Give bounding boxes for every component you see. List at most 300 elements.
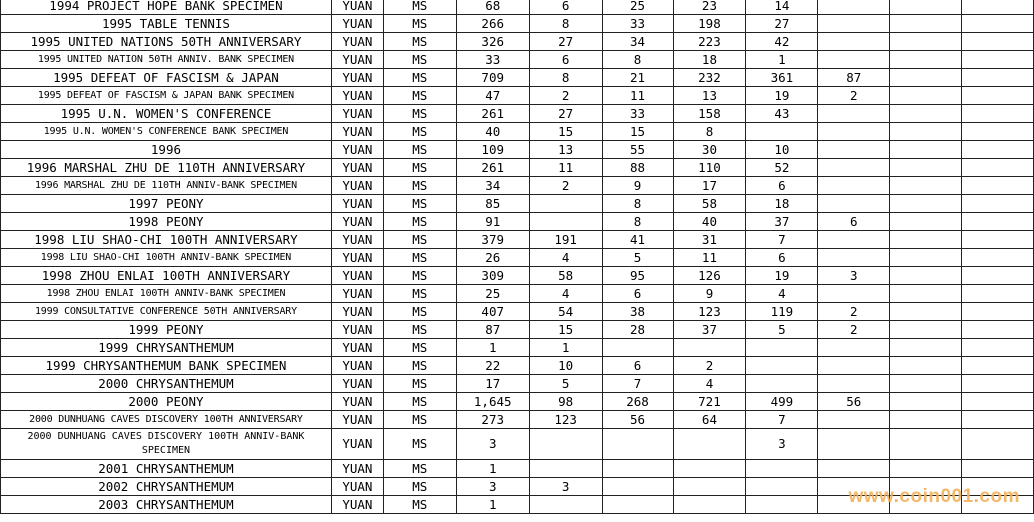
cell-empty[interactable]	[962, 15, 1034, 33]
cell-col-4[interactable]	[746, 460, 818, 478]
cell-unit[interactable]: YUAN	[331, 123, 383, 141]
cell-grade[interactable]: MS	[383, 177, 456, 195]
cell-unit[interactable]: YUAN	[331, 496, 383, 514]
cell-total[interactable]: 379	[456, 231, 529, 249]
cell-grade[interactable]: MS	[383, 339, 456, 357]
cell-total[interactable]: 407	[456, 303, 529, 321]
cell-col-5[interactable]	[818, 339, 890, 357]
cell-name[interactable]: 1999 CHRYSANTHEMUM BANK SPECIMEN	[1, 357, 332, 375]
cell-col-3[interactable]	[673, 460, 746, 478]
cell-col-6[interactable]	[890, 267, 962, 285]
cell-grade[interactable]: MS	[383, 303, 456, 321]
cell-name[interactable]: 1995 TABLE TENNIS	[1, 15, 332, 33]
cell-col-2[interactable]: 268	[602, 393, 673, 411]
cell-col-2[interactable]: 21	[602, 69, 673, 87]
cell-col-2[interactable]: 33	[602, 15, 673, 33]
cell-col-2[interactable]: 15	[602, 123, 673, 141]
cell-col-3[interactable]: 64	[673, 411, 746, 429]
cell-col-5[interactable]	[818, 429, 890, 460]
cell-col-3[interactable]: 18	[673, 51, 746, 69]
cell-col-6[interactable]	[890, 159, 962, 177]
cell-total[interactable]: 709	[456, 69, 529, 87]
cell-col-6[interactable]	[890, 141, 962, 159]
cell-col-5[interactable]: 3	[818, 267, 890, 285]
cell-grade[interactable]: MS	[383, 478, 456, 496]
cell-col-3[interactable]: 721	[673, 393, 746, 411]
cell-col-6[interactable]	[890, 87, 962, 105]
cell-name[interactable]: 2003 CHRYSANTHEMUM	[1, 496, 332, 514]
cell-unit[interactable]: YUAN	[331, 460, 383, 478]
cell-total[interactable]: 85	[456, 195, 529, 213]
cell-total[interactable]: 25	[456, 285, 529, 303]
cell-empty[interactable]	[962, 375, 1034, 393]
cell-unit[interactable]: YUAN	[331, 375, 383, 393]
cell-name[interactable]: 1995 U.N. WOMEN'S CONFERENCE BANK SPECIMEN	[1, 123, 332, 141]
cell-col-3[interactable]: 11	[673, 249, 746, 267]
cell-col-6[interactable]	[890, 357, 962, 375]
cell-col-1[interactable]: 54	[529, 303, 602, 321]
cell-col-4[interactable]	[746, 375, 818, 393]
cell-col-3[interactable]: 198	[673, 15, 746, 33]
cell-col-5[interactable]: 2	[818, 303, 890, 321]
cell-empty[interactable]	[962, 285, 1034, 303]
cell-col-4[interactable]: 14	[746, 0, 818, 15]
cell-col-1[interactable]: 10	[529, 357, 602, 375]
cell-col-4[interactable]	[746, 339, 818, 357]
cell-total[interactable]: 326	[456, 33, 529, 51]
cell-name[interactable]: 2001 CHRYSANTHEMUM	[1, 460, 332, 478]
cell-col-2[interactable]: 8	[602, 195, 673, 213]
cell-name[interactable]: 2000 DUNHUANG CAVES DISCOVERY 100TH ANNIVERSARY	[1, 411, 332, 429]
cell-col-1[interactable]: 1	[529, 339, 602, 357]
cell-col-2[interactable]: 33	[602, 105, 673, 123]
cell-empty[interactable]	[962, 177, 1034, 195]
cell-col-2[interactable]: 7	[602, 375, 673, 393]
cell-col-1[interactable]	[529, 429, 602, 460]
cell-empty[interactable]	[962, 69, 1034, 87]
cell-col-6[interactable]	[890, 231, 962, 249]
cell-col-4[interactable]: 19	[746, 87, 818, 105]
cell-empty[interactable]	[962, 231, 1034, 249]
cell-grade[interactable]: MS	[383, 33, 456, 51]
cell-grade[interactable]: MS	[383, 105, 456, 123]
cell-col-2[interactable]	[602, 496, 673, 514]
cell-col-4[interactable]: 119	[746, 303, 818, 321]
cell-col-5[interactable]: 56	[818, 393, 890, 411]
cell-unit[interactable]: YUAN	[331, 51, 383, 69]
cell-total[interactable]: 1	[456, 460, 529, 478]
cell-col-2[interactable]: 56	[602, 411, 673, 429]
cell-col-6[interactable]	[890, 339, 962, 357]
cell-grade[interactable]: MS	[383, 15, 456, 33]
cell-grade[interactable]: MS	[383, 411, 456, 429]
cell-col-6[interactable]	[890, 69, 962, 87]
cell-grade[interactable]: MS	[383, 231, 456, 249]
cell-name[interactable]: 1995 UNITED NATION 50TH ANNIV. BANK SPECIMEN	[1, 51, 332, 69]
cell-col-2[interactable]: 34	[602, 33, 673, 51]
cell-empty[interactable]	[962, 267, 1034, 285]
cell-col-3[interactable]	[673, 478, 746, 496]
cell-total[interactable]: 40	[456, 123, 529, 141]
cell-col-1[interactable]	[529, 460, 602, 478]
cell-name[interactable]: 1998 ZHOU ENLAI 100TH ANNIV-BANK SPECIMEN	[1, 285, 332, 303]
cell-col-2[interactable]	[602, 429, 673, 460]
cell-col-1[interactable]: 2	[529, 87, 602, 105]
cell-total[interactable]: 22	[456, 357, 529, 375]
cell-col-4[interactable]: 5	[746, 321, 818, 339]
cell-col-6[interactable]	[890, 249, 962, 267]
cell-col-5[interactable]	[818, 123, 890, 141]
cell-unit[interactable]: YUAN	[331, 285, 383, 303]
cell-unit[interactable]: YUAN	[331, 87, 383, 105]
cell-grade[interactable]: MS	[383, 123, 456, 141]
cell-empty[interactable]	[962, 321, 1034, 339]
cell-total[interactable]: 109	[456, 141, 529, 159]
cell-name[interactable]: 1995 UNITED NATIONS 50TH ANNIVERSARY	[1, 33, 332, 51]
cell-unit[interactable]: YUAN	[331, 478, 383, 496]
cell-col-1[interactable]: 6	[529, 51, 602, 69]
cell-unit[interactable]: YUAN	[331, 411, 383, 429]
cell-col-4[interactable]: 6	[746, 249, 818, 267]
cell-grade[interactable]: MS	[383, 321, 456, 339]
cell-unit[interactable]: YUAN	[331, 393, 383, 411]
cell-col-1[interactable]: 27	[529, 105, 602, 123]
cell-total[interactable]: 3	[456, 478, 529, 496]
cell-col-5[interactable]	[818, 411, 890, 429]
cell-empty[interactable]	[962, 87, 1034, 105]
cell-col-3[interactable]	[673, 496, 746, 514]
cell-col-3[interactable]: 4	[673, 375, 746, 393]
cell-col-1[interactable]	[529, 195, 602, 213]
cell-unit[interactable]: YUAN	[331, 141, 383, 159]
cell-col-3[interactable]	[673, 339, 746, 357]
cell-empty[interactable]	[962, 0, 1034, 15]
cell-col-1[interactable]: 4	[529, 285, 602, 303]
cell-col-6[interactable]	[890, 321, 962, 339]
cell-total[interactable]: 1	[456, 339, 529, 357]
cell-col-3[interactable]: 9	[673, 285, 746, 303]
cell-col-4[interactable]: 18	[746, 195, 818, 213]
cell-col-5[interactable]	[818, 51, 890, 69]
cell-name[interactable]: 2000 DUNHUANG CAVES DISCOVERY 100TH ANNIV-BANK SPECIMEN	[1, 429, 332, 460]
cell-unit[interactable]: YUAN	[331, 231, 383, 249]
cell-col-5[interactable]	[818, 105, 890, 123]
cell-col-3[interactable]: 232	[673, 69, 746, 87]
cell-col-4[interactable]: 27	[746, 15, 818, 33]
cell-col-2[interactable]: 28	[602, 321, 673, 339]
cell-col-2[interactable]: 8	[602, 213, 673, 231]
cell-col-4[interactable]: 3	[746, 429, 818, 460]
cell-name[interactable]: 1998 ZHOU ENLAI 100TH ANNIVERSARY	[1, 267, 332, 285]
cell-unit[interactable]: YUAN	[331, 213, 383, 231]
cell-col-2[interactable]: 41	[602, 231, 673, 249]
cell-col-2[interactable]: 55	[602, 141, 673, 159]
cell-name[interactable]: 1995 DEFEAT OF FASCISM & JAPAN	[1, 69, 332, 87]
cell-col-6[interactable]	[890, 177, 962, 195]
cell-empty[interactable]	[962, 51, 1034, 69]
cell-col-6[interactable]	[890, 303, 962, 321]
cell-col-6[interactable]	[890, 33, 962, 51]
cell-col-3[interactable]: 110	[673, 159, 746, 177]
cell-empty[interactable]	[962, 141, 1034, 159]
cell-col-2[interactable]: 6	[602, 285, 673, 303]
cell-col-4[interactable]: 1	[746, 51, 818, 69]
cell-name[interactable]: 1999 CONSULTATIVE CONFERENCE 50TH ANNIVERSARY	[1, 303, 332, 321]
cell-col-6[interactable]	[890, 285, 962, 303]
cell-grade[interactable]: MS	[383, 393, 456, 411]
cell-col-1[interactable]: 15	[529, 321, 602, 339]
cell-empty[interactable]	[962, 429, 1034, 460]
cell-name[interactable]: 2000 CHRYSANTHEMUM	[1, 375, 332, 393]
cell-name[interactable]: 1998 LIU SHAO-CHI 100TH ANNIVERSARY	[1, 231, 332, 249]
cell-col-5[interactable]: 2	[818, 87, 890, 105]
cell-col-2[interactable]	[602, 478, 673, 496]
cell-col-4[interactable]: 10	[746, 141, 818, 159]
cell-col-3[interactable]: 23	[673, 0, 746, 15]
cell-col-1[interactable]: 8	[529, 15, 602, 33]
cell-col-3[interactable]: 123	[673, 303, 746, 321]
cell-col-5[interactable]	[818, 159, 890, 177]
cell-col-1[interactable]: 98	[529, 393, 602, 411]
cell-col-5[interactable]	[818, 33, 890, 51]
cell-col-4[interactable]: 42	[746, 33, 818, 51]
cell-total[interactable]: 3	[456, 429, 529, 460]
cell-grade[interactable]: MS	[383, 267, 456, 285]
cell-name[interactable]: 1996	[1, 141, 332, 159]
cell-name[interactable]: 1997 PEONY	[1, 195, 332, 213]
cell-unit[interactable]: YUAN	[331, 249, 383, 267]
cell-col-5[interactable]	[818, 460, 890, 478]
cell-col-2[interactable]: 38	[602, 303, 673, 321]
cell-empty[interactable]	[962, 105, 1034, 123]
cell-col-6[interactable]	[890, 105, 962, 123]
cell-grade[interactable]: MS	[383, 460, 456, 478]
cell-col-5[interactable]: 2	[818, 321, 890, 339]
cell-col-2[interactable]: 95	[602, 267, 673, 285]
cell-col-6[interactable]	[890, 195, 962, 213]
cell-empty[interactable]	[962, 123, 1034, 141]
cell-col-2[interactable]: 6	[602, 357, 673, 375]
cell-empty[interactable]	[962, 249, 1034, 267]
cell-col-1[interactable]: 8	[529, 69, 602, 87]
cell-name[interactable]: 1994 PROJECT HOPE BANK SPECIMEN	[1, 0, 332, 15]
cell-col-5[interactable]	[818, 375, 890, 393]
cell-total[interactable]: 17	[456, 375, 529, 393]
cell-total[interactable]: 47	[456, 87, 529, 105]
cell-grade[interactable]: MS	[383, 496, 456, 514]
cell-unit[interactable]: YUAN	[331, 177, 383, 195]
cell-total[interactable]: 309	[456, 267, 529, 285]
cell-col-4[interactable]: 6	[746, 177, 818, 195]
cell-col-5[interactable]	[818, 177, 890, 195]
cell-name[interactable]: 1996 MARSHAL ZHU DE 110TH ANNIVERSARY	[1, 159, 332, 177]
cell-unit[interactable]: YUAN	[331, 267, 383, 285]
cell-col-1[interactable]	[529, 496, 602, 514]
cell-col-5[interactable]	[818, 231, 890, 249]
cell-col-1[interactable]: 123	[529, 411, 602, 429]
cell-total[interactable]: 87	[456, 321, 529, 339]
cell-col-6[interactable]	[890, 460, 962, 478]
cell-col-5[interactable]	[818, 141, 890, 159]
cell-col-2[interactable]	[602, 339, 673, 357]
cell-unit[interactable]: YUAN	[331, 15, 383, 33]
cell-unit[interactable]: YUAN	[331, 105, 383, 123]
cell-grade[interactable]: MS	[383, 0, 456, 15]
cell-col-1[interactable]: 6	[529, 0, 602, 15]
cell-name[interactable]: 1999 CHRYSANTHEMUM	[1, 339, 332, 357]
cell-col-1[interactable]: 191	[529, 231, 602, 249]
cell-grade[interactable]: MS	[383, 213, 456, 231]
cell-total[interactable]: 91	[456, 213, 529, 231]
cell-col-4[interactable]	[746, 123, 818, 141]
cell-name[interactable]: 1996 MARSHAL ZHU DE 110TH ANNIV-BANK SPECIMEN	[1, 177, 332, 195]
cell-grade[interactable]: MS	[383, 51, 456, 69]
cell-col-1[interactable]: 4	[529, 249, 602, 267]
cell-col-1[interactable]: 3	[529, 478, 602, 496]
cell-col-4[interactable]	[746, 496, 818, 514]
cell-col-4[interactable]	[746, 478, 818, 496]
cell-unit[interactable]: YUAN	[331, 33, 383, 51]
cell-total[interactable]: 1,645	[456, 393, 529, 411]
cell-col-6[interactable]	[890, 123, 962, 141]
cell-col-1[interactable]: 58	[529, 267, 602, 285]
cell-total[interactable]: 26	[456, 249, 529, 267]
cell-col-5[interactable]: 87	[818, 69, 890, 87]
cell-col-6[interactable]	[890, 51, 962, 69]
cell-col-5[interactable]	[818, 0, 890, 15]
cell-col-4[interactable]: 37	[746, 213, 818, 231]
cell-col-3[interactable]: 8	[673, 123, 746, 141]
cell-col-4[interactable]: 19	[746, 267, 818, 285]
cell-col-5[interactable]	[818, 357, 890, 375]
cell-col-4[interactable]: 7	[746, 411, 818, 429]
cell-unit[interactable]: YUAN	[331, 69, 383, 87]
cell-unit[interactable]: YUAN	[331, 429, 383, 460]
cell-empty[interactable]	[962, 357, 1034, 375]
cell-grade[interactable]: MS	[383, 249, 456, 267]
cell-grade[interactable]: MS	[383, 429, 456, 460]
cell-col-2[interactable]: 9	[602, 177, 673, 195]
cell-col-1[interactable]	[529, 213, 602, 231]
cell-col-3[interactable]: 30	[673, 141, 746, 159]
cell-col-2[interactable]: 11	[602, 87, 673, 105]
cell-col-6[interactable]	[890, 15, 962, 33]
cell-col-6[interactable]	[890, 213, 962, 231]
cell-name[interactable]: 2002 CHRYSANTHEMUM	[1, 478, 332, 496]
cell-name[interactable]: 1995 DEFEAT OF FASCISM & JAPAN BANK SPECIMEN	[1, 87, 332, 105]
cell-col-6[interactable]	[890, 393, 962, 411]
cell-col-3[interactable]: 17	[673, 177, 746, 195]
cell-unit[interactable]: YUAN	[331, 195, 383, 213]
cell-empty[interactable]	[962, 303, 1034, 321]
cell-col-5[interactable]	[818, 249, 890, 267]
cell-unit[interactable]: YUAN	[331, 339, 383, 357]
cell-total[interactable]: 261	[456, 159, 529, 177]
cell-col-1[interactable]: 11	[529, 159, 602, 177]
cell-col-2[interactable]: 8	[602, 51, 673, 69]
cell-empty[interactable]	[962, 195, 1034, 213]
cell-empty[interactable]	[962, 411, 1034, 429]
cell-grade[interactable]: MS	[383, 69, 456, 87]
cell-col-1[interactable]: 15	[529, 123, 602, 141]
cell-unit[interactable]: YUAN	[331, 0, 383, 15]
cell-total[interactable]: 273	[456, 411, 529, 429]
cell-grade[interactable]: MS	[383, 87, 456, 105]
cell-col-6[interactable]	[890, 411, 962, 429]
cell-col-4[interactable]: 4	[746, 285, 818, 303]
cell-col-2[interactable]	[602, 460, 673, 478]
cell-total[interactable]: 68	[456, 0, 529, 15]
cell-col-6[interactable]	[890, 375, 962, 393]
cell-col-3[interactable]: 2	[673, 357, 746, 375]
cell-empty[interactable]	[962, 33, 1034, 51]
cell-grade[interactable]: MS	[383, 141, 456, 159]
cell-col-5[interactable]	[818, 195, 890, 213]
cell-unit[interactable]: YUAN	[331, 303, 383, 321]
cell-col-4[interactable]	[746, 357, 818, 375]
cell-col-3[interactable]: 31	[673, 231, 746, 249]
cell-col-3[interactable]: 223	[673, 33, 746, 51]
cell-name[interactable]: 2000 PEONY	[1, 393, 332, 411]
cell-col-1[interactable]: 2	[529, 177, 602, 195]
cell-col-4[interactable]: 52	[746, 159, 818, 177]
cell-col-4[interactable]: 361	[746, 69, 818, 87]
cell-name[interactable]: 1995 U.N. WOMEN'S CONFERENCE	[1, 105, 332, 123]
cell-unit[interactable]: YUAN	[331, 321, 383, 339]
cell-col-5[interactable]: 6	[818, 213, 890, 231]
cell-unit[interactable]: YUAN	[331, 159, 383, 177]
cell-total[interactable]: 34	[456, 177, 529, 195]
cell-col-3[interactable]: 40	[673, 213, 746, 231]
cell-col-4[interactable]: 7	[746, 231, 818, 249]
cell-col-3[interactable]	[673, 429, 746, 460]
cell-grade[interactable]: MS	[383, 357, 456, 375]
cell-col-4[interactable]: 43	[746, 105, 818, 123]
cell-name[interactable]: 1998 PEONY	[1, 213, 332, 231]
cell-grade[interactable]: MS	[383, 159, 456, 177]
cell-col-3[interactable]: 158	[673, 105, 746, 123]
cell-empty[interactable]	[962, 460, 1034, 478]
cell-name[interactable]: 1999 PEONY	[1, 321, 332, 339]
cell-col-2[interactable]: 5	[602, 249, 673, 267]
cell-grade[interactable]: MS	[383, 195, 456, 213]
cell-grade[interactable]: MS	[383, 285, 456, 303]
cell-col-3[interactable]: 13	[673, 87, 746, 105]
cell-col-6[interactable]	[890, 429, 962, 460]
cell-col-3[interactable]: 37	[673, 321, 746, 339]
cell-col-6[interactable]	[890, 0, 962, 15]
cell-col-5[interactable]	[818, 285, 890, 303]
cell-col-2[interactable]: 25	[602, 0, 673, 15]
cell-col-1[interactable]: 13	[529, 141, 602, 159]
cell-total[interactable]: 261	[456, 105, 529, 123]
cell-col-1[interactable]: 27	[529, 33, 602, 51]
cell-empty[interactable]	[962, 213, 1034, 231]
cell-empty[interactable]	[962, 159, 1034, 177]
cell-col-3[interactable]: 58	[673, 195, 746, 213]
cell-col-5[interactable]	[818, 15, 890, 33]
cell-grade[interactable]: MS	[383, 375, 456, 393]
cell-total[interactable]: 33	[456, 51, 529, 69]
cell-col-2[interactable]: 88	[602, 159, 673, 177]
cell-empty[interactable]	[962, 339, 1034, 357]
cell-total[interactable]: 266	[456, 15, 529, 33]
cell-name[interactable]: 1998 LIU SHAO-CHI 100TH ANNIV-BANK SPECIMEN	[1, 249, 332, 267]
cell-unit[interactable]: YUAN	[331, 357, 383, 375]
cell-col-4[interactable]: 499	[746, 393, 818, 411]
cell-col-3[interactable]: 126	[673, 267, 746, 285]
cell-total[interactable]: 1	[456, 496, 529, 514]
